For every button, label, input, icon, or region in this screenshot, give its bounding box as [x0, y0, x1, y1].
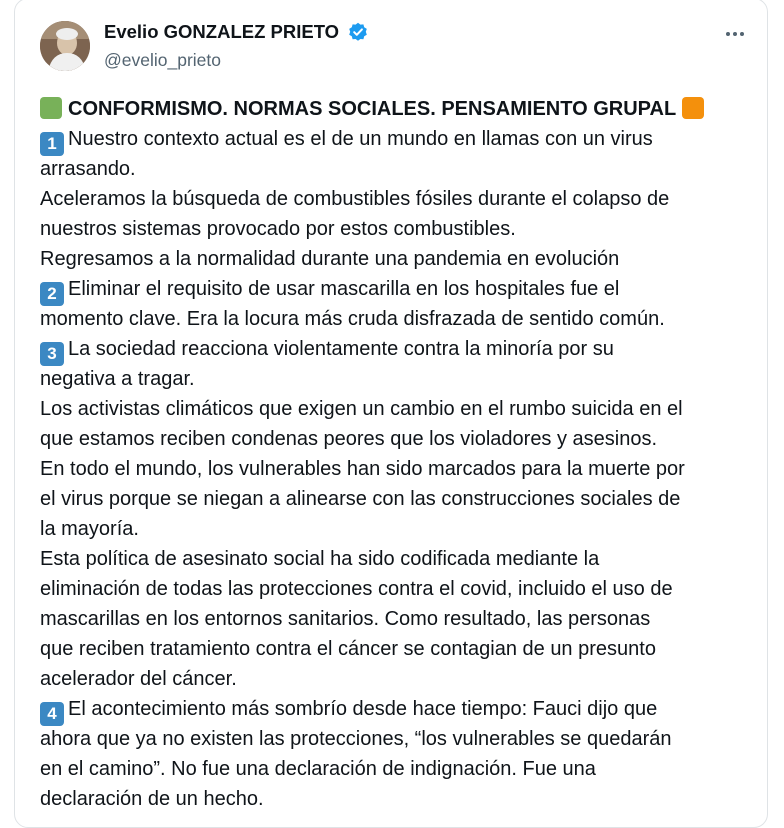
text-line: eliminación de todas las protecciones contra el covid, incluido el uso de	[40, 578, 673, 600]
text-line: Esta política de asesinato social ha sido codificada mediante la	[40, 548, 600, 570]
keycap-4-icon: 4	[40, 702, 64, 726]
tweet-title: CONFORMISMO. NORMAS SOCIALES. PENSAMIENTO GRUPAL	[68, 98, 677, 120]
text-line: la mayoría.	[40, 518, 139, 540]
text-line	[40, 274, 750, 304]
text-line	[40, 694, 750, 724]
text-line: en el camino”. No fue una declaración de indignación. Fue una	[40, 758, 596, 780]
text-line: que estamos reciben condenas peores que los violadores y asesinos.	[40, 428, 658, 450]
text-line: En todo el mundo, los vulnerables han sido marcados para la muerte por	[40, 458, 685, 480]
tweet-header	[40, 18, 760, 74]
orange-square-icon	[682, 97, 704, 119]
author-names	[104, 20, 368, 72]
text-line: negativa a tragar.	[40, 368, 195, 390]
text-line: declaración de un hecho.	[40, 788, 264, 810]
keycap-1-icon: 1	[40, 132, 64, 156]
text-line: Regresamos a la normalidad durante una pandemia en evolución	[40, 248, 620, 270]
more-icon[interactable]	[720, 24, 750, 44]
tweet-title-line	[40, 94, 750, 124]
keycap-2-icon: 2	[40, 282, 64, 306]
text-line-content: Nuestro contexto actual es el de un mundo en llamas con un virus	[68, 128, 653, 150]
text-line: Aceleramos la búsqueda de combustibles fósiles durante el colapso de	[40, 188, 670, 210]
text-line: mascarillas en los entornos sanitarios. Como resultado, las personas	[40, 608, 651, 630]
text-line: nuestros sistemas provocado por estos combustibles.	[40, 218, 516, 240]
text-line	[40, 334, 750, 364]
keycap-3-icon: 3	[40, 342, 64, 366]
text-line: el virus porque se niegan a alinearse con las construcciones sociales de	[40, 488, 681, 510]
display-name[interactable]: Evelio GONZALEZ PRIETO	[104, 21, 340, 42]
text-line: ahora que ya no existen las protecciones, “los vulnerables se quedarán	[40, 728, 672, 750]
text-line: que reciben tratamiento contra el cáncer se contagian de un presunto	[40, 638, 656, 660]
text-line-content: Eliminar el requisito de usar mascarilla en los hospitales fue el	[68, 278, 620, 300]
text-line: arrasando.	[40, 158, 136, 180]
tweet-text	[40, 94, 750, 814]
text-line: Los activistas climáticos que exigen un cambio en el rumbo suicida en el	[40, 398, 683, 420]
handle[interactable]: @evelio_prieto	[104, 50, 221, 70]
verified-badge-icon	[348, 22, 368, 42]
text-line-content: El acontecimiento más sombrío desde hace tiempo: Fauci dijo que	[68, 698, 658, 720]
text-line	[40, 124, 750, 154]
text-line-content: La sociedad reacciona violentamente contra la minoría por su	[68, 338, 614, 360]
green-square-icon	[40, 97, 62, 119]
text-line: momento clave. Era la locura más cruda disfrazada de sentido común.	[40, 308, 665, 330]
avatar[interactable]	[40, 21, 90, 71]
text-line: acelerador del cáncer.	[40, 668, 237, 690]
